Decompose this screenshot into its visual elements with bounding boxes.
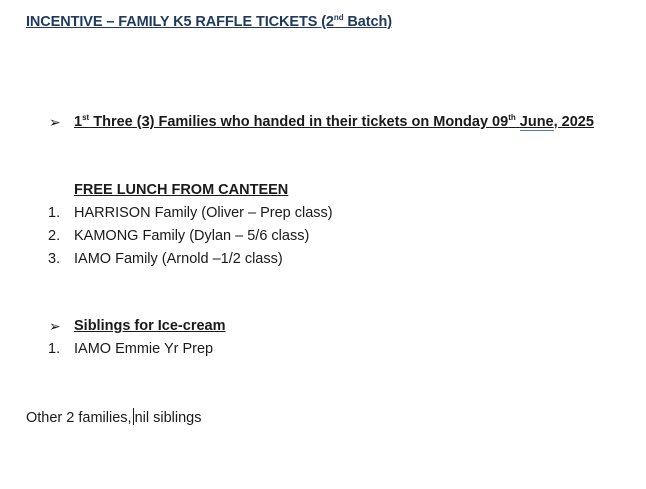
- footer-before: Other 2 families,: [26, 410, 132, 426]
- s1-pre: 1: [74, 114, 83, 130]
- title-sup: nd: [333, 13, 344, 23]
- siblings-item-1-text: IAMO Emmie Yr Prep: [74, 341, 214, 357]
- lunch-item-1-num: 1.: [48, 205, 61, 221]
- footer-line[interactable]: [26, 408, 201, 426]
- s1-post: , 2025: [553, 114, 594, 130]
- siblings-item-1-num: 1.: [48, 341, 61, 357]
- s1-pre-sup: st: [82, 113, 90, 123]
- arrow-bullet-icon: ➢: [49, 114, 61, 130]
- text-cursor: [133, 408, 134, 425]
- siblings-heading: Siblings for Ice-cream: [74, 318, 226, 334]
- s1-mid-sup: th: [508, 113, 516, 123]
- lunch-item-2-num: 2.: [48, 228, 61, 244]
- lunch-heading: FREE LUNCH FROM CANTEEN: [74, 182, 289, 198]
- footer-after: nil siblings: [134, 410, 202, 426]
- lunch-item-3-text: IAMO Family (Arnold –1/2 class): [74, 251, 283, 267]
- document-title: [26, 14, 392, 30]
- s1-date: June: [519, 114, 554, 130]
- lunch-item-1-text: HARRISON Family (Oliver – Prep class): [74, 205, 333, 221]
- s1-mid: Three (3) Families who handed in their tickets on Monday 09: [89, 114, 509, 130]
- arrow-bullet-icon: ➢: [49, 318, 61, 334]
- section1-heading: [74, 114, 594, 130]
- lunch-item-2-text: KAMONG Family (Dylan – 5/6 class): [74, 228, 310, 244]
- lunch-item-3-num: 3.: [48, 251, 61, 267]
- title-main: INCENTIVE – FAMILY K5 RAFFLE TICKETS (2: [26, 14, 334, 30]
- title-after: Batch): [343, 14, 392, 30]
